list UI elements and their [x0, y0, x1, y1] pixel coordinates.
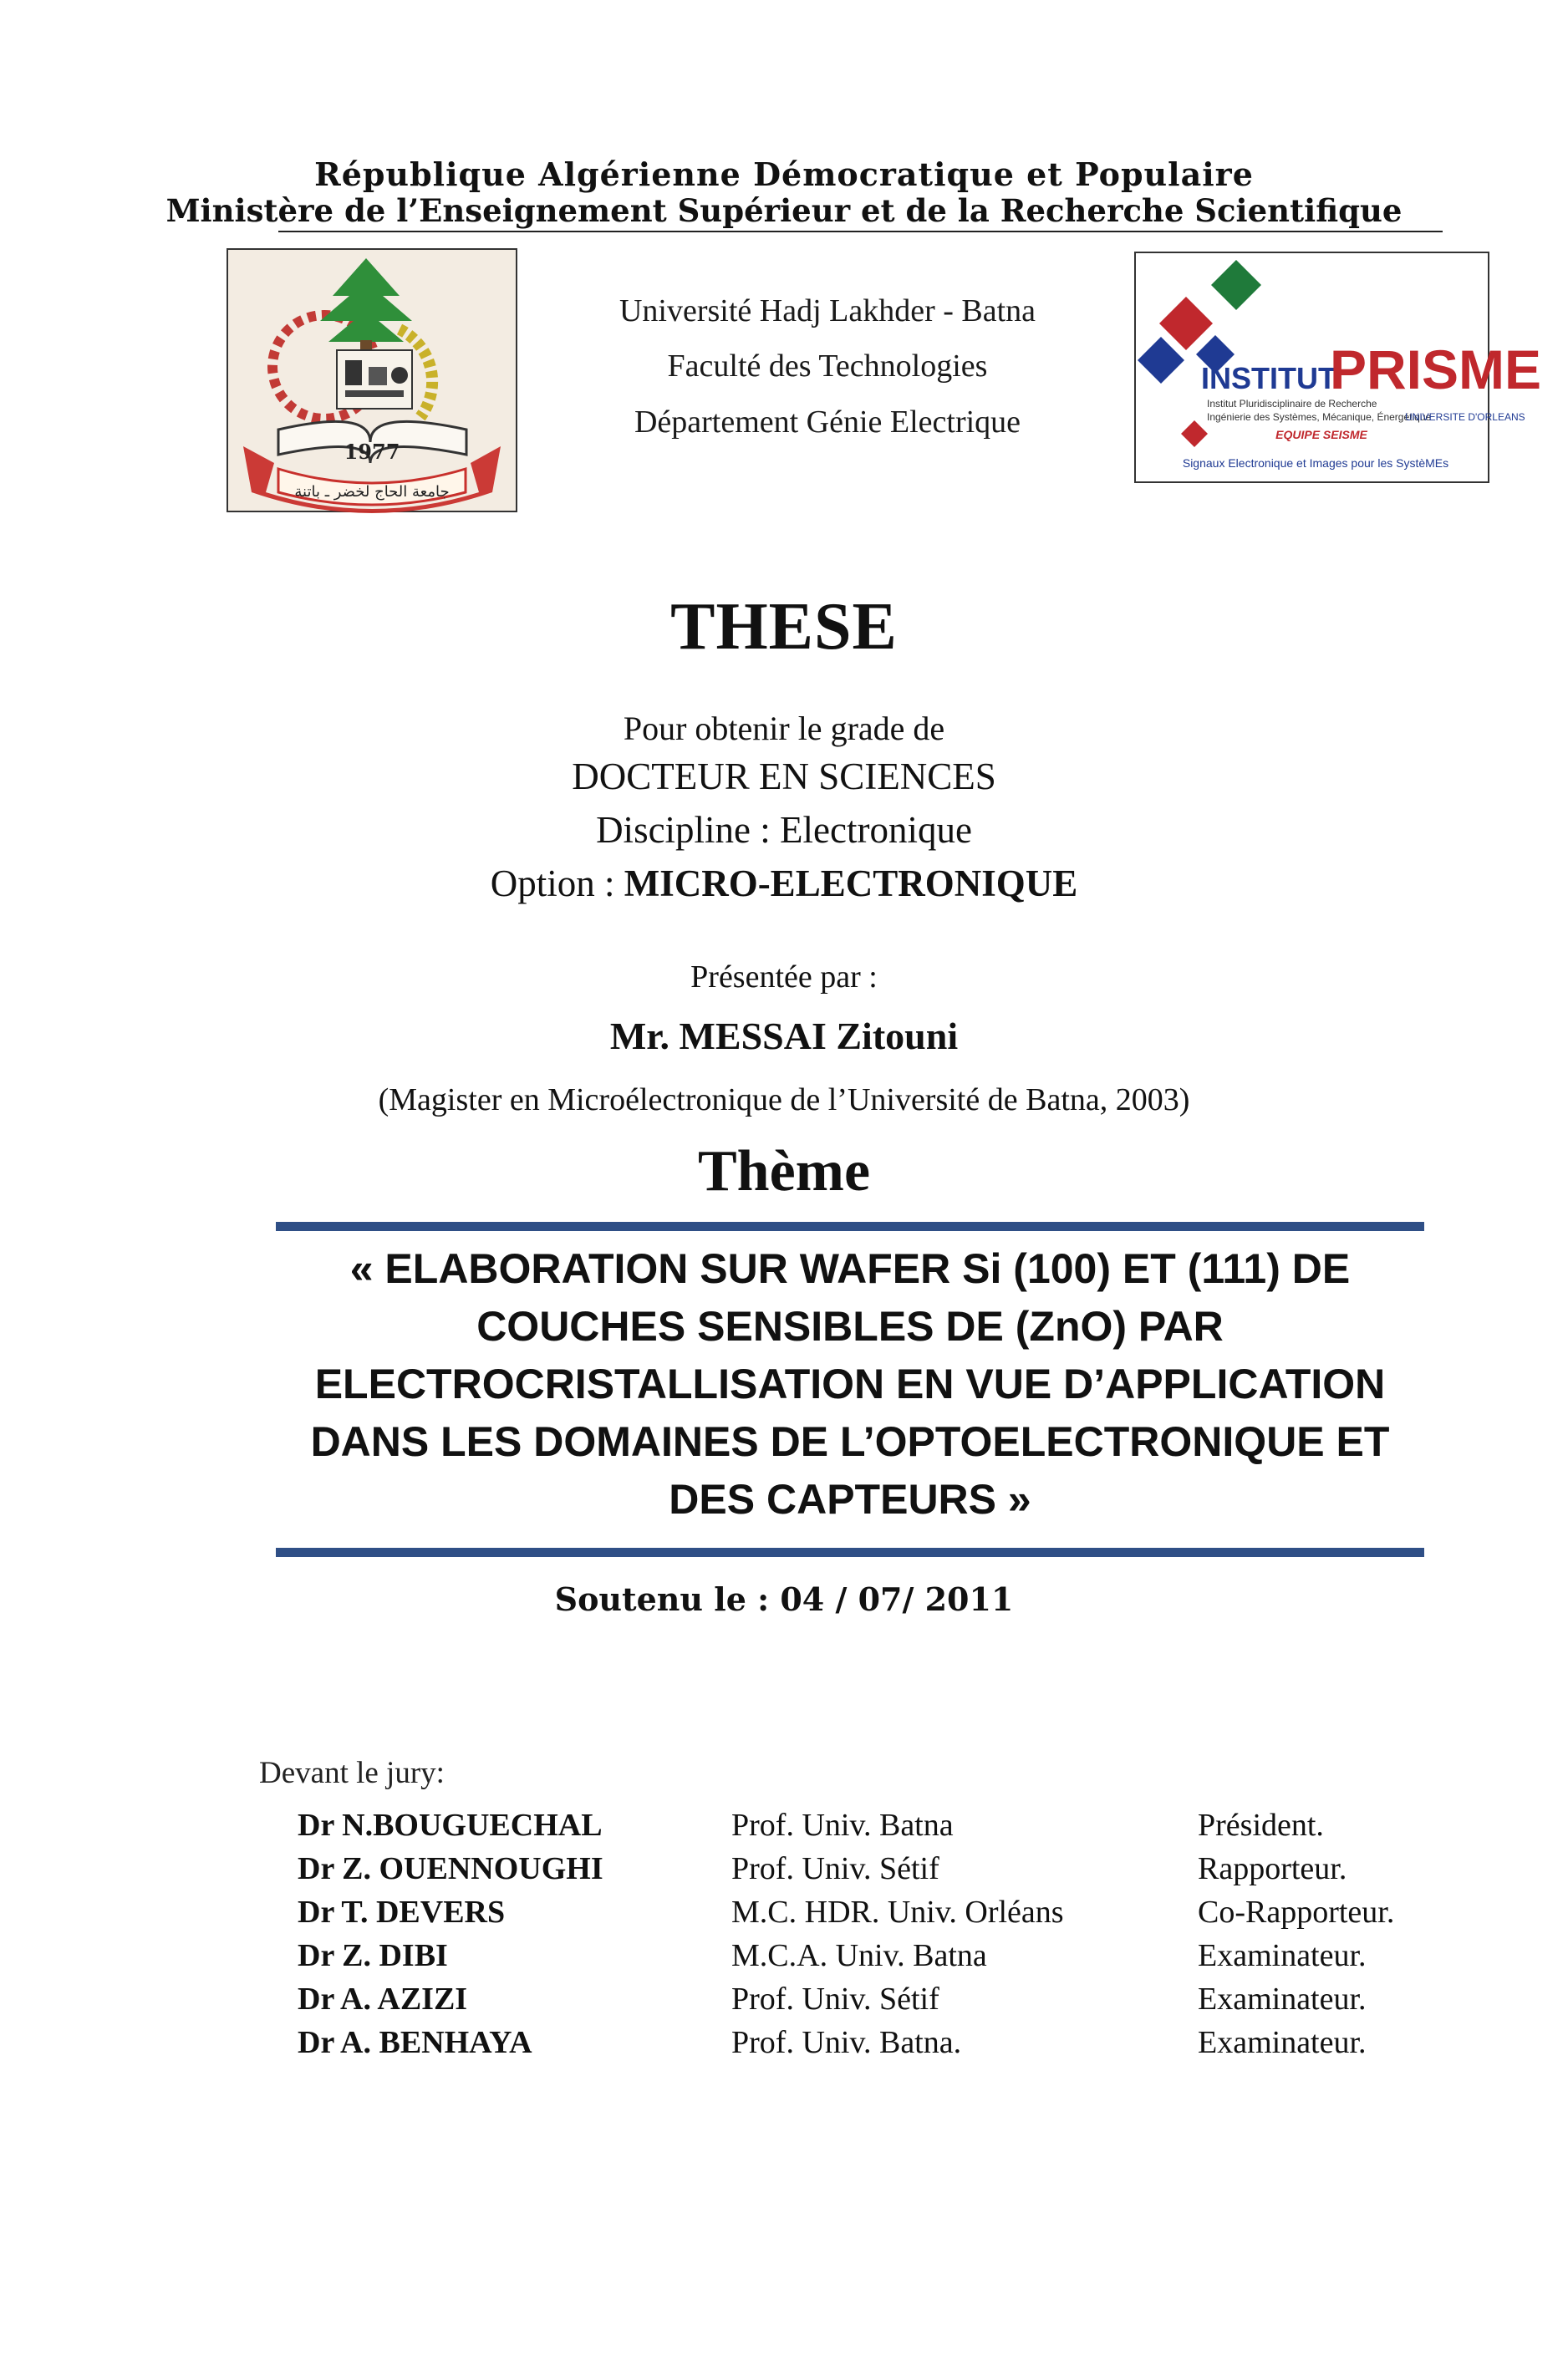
- prisme-brand-name: PRISME: [1330, 338, 1542, 400]
- university-batna-logo: [227, 248, 517, 512]
- jury-member-role: Co-Rapporteur.: [1198, 1895, 1395, 1930]
- jury-member-role: Examinateur.: [1198, 1938, 1367, 1973]
- option-line: [0, 862, 1568, 905]
- thesis-title-line: « ELABORATION SUR WAFER Si (100) ET (111) DE: [349, 1245, 1351, 1292]
- jury-member-role: Président.: [1198, 1808, 1324, 1843]
- jury-member-role: Examinateur.: [1198, 1982, 1367, 2017]
- university-name: Université Hadj Lakhder - Batna: [619, 293, 1036, 328]
- jury-member-name: Dr T. DEVERS: [298, 1895, 506, 1930]
- jury-member-name: Dr A. BENHAYA: [298, 2025, 532, 2060]
- jury-member-name: Dr A. AZIZI: [298, 1982, 468, 2017]
- thesis-title: [276, 1240, 1424, 1529]
- header-ministry: Ministère de l’Enseignement Supérieur et de la Recherche Scientifique: [165, 192, 1403, 229]
- grade-name: DOCTEUR EN SCIENCES: [572, 756, 996, 797]
- prisme-sub1: Institut Pluridisciplinaire de Recherche: [1207, 398, 1377, 410]
- discipline: Discipline : Electronique: [596, 809, 972, 851]
- option-value: MICRO-ELECTRONIQUE: [624, 862, 1078, 904]
- prisme-logo-icon: [1136, 253, 1542, 481]
- jury-member-affiliation: M.C.A. Univ. Batna: [731, 1938, 987, 1973]
- jury-member-row: [0, 1807, 1568, 1850]
- option-label: Option :: [490, 862, 624, 904]
- prisme-brand-institut: INSTITUT: [1201, 361, 1336, 395]
- author-name: Mr. MESSAI Zitouni: [609, 1015, 959, 1057]
- prisme-sub2: Ingénierie des Systèmes, Mécanique, Énergétique: [1207, 411, 1432, 423]
- jury-member-role: Examinateur.: [1198, 2025, 1367, 2060]
- logo-year: 1977: [344, 440, 400, 464]
- jury-member-affiliation: M.C. HDR. Univ. Orléans: [731, 1895, 1064, 1930]
- prisme-univ: UNIVERSITE D'ORLEANS: [1405, 411, 1525, 423]
- jury-member-role: Rapporteur.: [1198, 1851, 1347, 1886]
- thesis-title-line: ELECTROCRISTALLISATION EN VUE D’APPLICATION: [314, 1361, 1386, 1407]
- presented-by-label: Présentée par :: [690, 959, 878, 995]
- university-emblem-icon: [228, 250, 516, 511]
- thesis-title-line: DES CAPTEURS »: [669, 1476, 1031, 1523]
- grade-intro: Pour obtenir le grade de: [623, 710, 945, 747]
- theme-heading: Thème: [697, 1139, 871, 1203]
- prisme-equipe: EQUIPE SEISME: [1275, 428, 1367, 441]
- jury-member-row: [0, 2024, 1568, 2068]
- logo-arabic-caption: جامعة الحاج لخضر ـ باتنة: [294, 483, 450, 501]
- thesis-title-line: DANS LES DOMAINES DE L’OPTOELECTRONIQUE ET: [310, 1418, 1390, 1465]
- jury-member-name: Dr Z. DIBI: [298, 1938, 448, 1973]
- thesis-title-line: COUCHES SENSIBLES DE (ZnO) PAR: [476, 1303, 1224, 1350]
- jury-member-row: [0, 1894, 1568, 1937]
- jury-member-affiliation: Prof. Univ. Batna: [731, 1808, 954, 1843]
- prisme-bottom-line: Signaux Electronique et Images pour les SystèMEs: [1182, 456, 1449, 470]
- title-top-rule: [276, 1222, 1424, 1231]
- institut-prisme-logo: [1134, 252, 1542, 483]
- header-republic: République Algérienne Démocratique et Populaire: [314, 155, 1254, 193]
- header-divider: [278, 231, 1443, 232]
- jury-member-affiliation: Prof. Univ. Sétif: [731, 1982, 939, 2017]
- jury-member-name: Dr Z. OUENNOUGHI: [298, 1851, 603, 1886]
- jury-member-affiliation: Prof. Univ. Sétif: [731, 1851, 939, 1886]
- title-bottom-rule: [276, 1548, 1424, 1557]
- jury-member-affiliation: Prof. Univ. Batna.: [731, 2025, 962, 2060]
- author-degree: (Magister en Microélectronique de l’Université de Batna, 2003): [378, 1082, 1190, 1117]
- faculty-name: Faculté des Technologies: [667, 349, 988, 384]
- jury-member-row: [0, 1981, 1568, 2024]
- jury-member-name: Dr N.BOUGUECHAL: [298, 1808, 603, 1843]
- jury-label: Devant le jury:: [259, 1756, 445, 1790]
- defense-date: Soutenu le : 04 / 07/ 2011: [554, 1580, 1014, 1618]
- department-name: Département Génie Electrique: [634, 405, 1021, 440]
- jury-member-row: [0, 1937, 1568, 1981]
- jury-member-row: [0, 1850, 1568, 1894]
- document-type-title: THESE: [670, 590, 898, 664]
